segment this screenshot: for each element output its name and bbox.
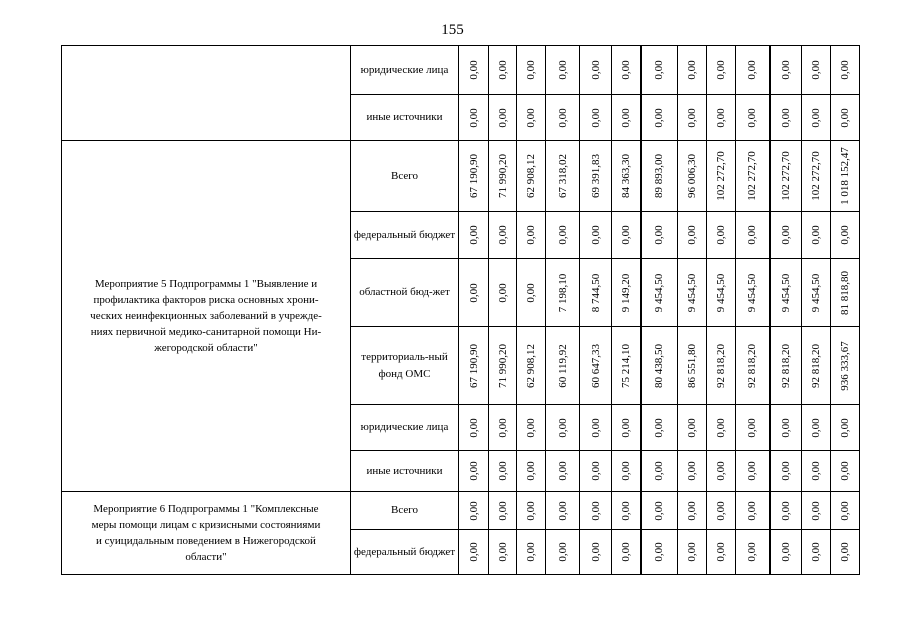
value-cell (580, 530, 612, 575)
value-cell (517, 141, 546, 212)
value-cell (770, 46, 802, 95)
value-text: 0,00 (525, 500, 537, 521)
value-cell (831, 451, 860, 492)
value-cell (770, 259, 802, 327)
value-cell (831, 327, 860, 405)
value-text: 0,00 (810, 461, 822, 481)
value-text: 0,00 (556, 107, 569, 128)
value-text: 9 454,50 (653, 273, 666, 312)
value-cell (770, 492, 802, 530)
value-cell (580, 212, 612, 259)
value-text: 0,00 (525, 282, 537, 303)
value-text: 0,00 (746, 461, 759, 481)
funding-source: Всего (351, 492, 459, 530)
value-text: 0,00 (810, 500, 822, 521)
value-text: 0,00 (686, 417, 698, 438)
value-text: 9 454,50 (715, 273, 727, 312)
activity-title-line: Мероприятие 5 Подпрограммы 1 "Выявление и (94, 278, 318, 290)
value-text: 0,00 (525, 417, 537, 438)
value-text: 92 818,20 (810, 343, 822, 388)
value-text: 0,00 (779, 60, 792, 80)
value-cell (517, 259, 546, 327)
value-cell (678, 451, 707, 492)
value-cell (580, 451, 612, 492)
value-cell (459, 530, 489, 575)
value-text: 0,00 (779, 542, 792, 562)
value-text: 0,00 (810, 60, 822, 80)
value-cell (770, 141, 802, 212)
value-cell (580, 141, 612, 212)
value-text: 0,00 (496, 60, 509, 80)
value-text: 0,00 (653, 500, 666, 521)
value-text: 0,00 (619, 461, 632, 481)
value-text: 0,00 (810, 542, 822, 562)
value-text: 60 119,92 (556, 343, 569, 388)
value-cell (612, 46, 641, 95)
value-cell (641, 46, 678, 95)
value-cell (489, 95, 517, 141)
value-cell (678, 405, 707, 451)
value-text: 102 272,70 (715, 151, 727, 201)
value-cell (641, 259, 678, 327)
value-cell (770, 212, 802, 259)
value-text: 0,00 (810, 107, 822, 128)
funding-source: иные источники (351, 451, 459, 492)
value-text: 0,00 (746, 542, 759, 562)
value-cell (736, 95, 770, 141)
value-text: 0,00 (810, 225, 822, 245)
value-text: 86 551,80 (686, 343, 698, 388)
value-text: 0,00 (839, 107, 851, 128)
value-cell (489, 46, 517, 95)
value-cell (641, 405, 678, 451)
value-text: 0,00 (653, 461, 666, 481)
value-cell (517, 95, 546, 141)
value-cell (612, 451, 641, 492)
value-cell (517, 46, 546, 95)
value-cell (546, 212, 580, 259)
value-text: 0,00 (653, 542, 666, 562)
value-cell (736, 492, 770, 530)
value-text: 0,00 (686, 107, 698, 128)
value-text: 0,00 (686, 60, 698, 80)
value-text: 0,00 (556, 60, 569, 80)
funding-source: юридические лица (351, 46, 459, 95)
value-text: 0,00 (467, 542, 480, 562)
value-cell (831, 46, 860, 95)
value-cell (612, 95, 641, 141)
value-cell (489, 451, 517, 492)
value-text: 0,00 (779, 461, 792, 481)
value-text: 0,00 (467, 225, 480, 245)
value-text: 0,00 (839, 461, 851, 481)
value-text: 0,00 (746, 60, 759, 80)
value-cell (770, 95, 802, 141)
funding-source: иные источники (351, 95, 459, 141)
value-cell (612, 259, 641, 327)
activity-title-line: и суицидальным поведением в Нижегородской (96, 535, 316, 547)
value-text: 0,00 (779, 107, 792, 128)
value-cell (802, 492, 831, 530)
table-row (62, 46, 860, 95)
value-cell (459, 451, 489, 492)
value-cell (459, 95, 489, 141)
value-cell (517, 405, 546, 451)
value-cell (489, 141, 517, 212)
value-cell (802, 212, 831, 259)
value-cell (546, 530, 580, 575)
value-text: 0,00 (839, 225, 851, 245)
value-cell (831, 212, 860, 259)
value-cell (546, 141, 580, 212)
value-text: 0,00 (496, 542, 509, 562)
value-text: 0,00 (467, 417, 480, 438)
value-cell (678, 327, 707, 405)
value-text: 69 391,83 (589, 154, 602, 198)
value-text: 0,00 (653, 107, 666, 128)
value-cell (517, 327, 546, 405)
value-cell (580, 492, 612, 530)
activity-title-line: жегородской области" (154, 342, 258, 354)
activity-5-title (62, 141, 351, 492)
value-cell (831, 141, 860, 212)
value-text: 0,00 (525, 107, 537, 128)
value-text: 62 908,12 (525, 154, 537, 198)
value-text: 0,00 (779, 500, 792, 521)
value-text: 0,00 (746, 417, 759, 438)
value-text: 0,00 (839, 60, 851, 80)
value-text: 0,00 (686, 225, 698, 245)
value-cell (678, 212, 707, 259)
value-cell (678, 95, 707, 141)
value-text: 0,00 (839, 417, 851, 438)
value-cell (459, 46, 489, 95)
value-cell (580, 327, 612, 405)
value-text: 936 333,67 (839, 340, 851, 391)
value-text: 0,00 (653, 225, 666, 245)
value-text: 67 318,02 (556, 154, 569, 198)
value-text: 0,00 (525, 60, 537, 80)
value-cell (678, 530, 707, 575)
value-cell (802, 530, 831, 575)
value-text: 8 744,50 (589, 273, 602, 312)
value-cell (831, 95, 860, 141)
value-text: 0,00 (589, 107, 602, 128)
value-text: 92 818,20 (715, 343, 727, 388)
value-cell (707, 95, 736, 141)
table-row (62, 492, 860, 530)
funding-table (61, 45, 860, 575)
value-text: 0,00 (556, 542, 569, 562)
value-text: 9 454,50 (686, 273, 698, 312)
value-text: 0,00 (589, 461, 602, 481)
value-cell (707, 259, 736, 327)
value-text: 0,00 (467, 500, 480, 521)
value-cell (489, 405, 517, 451)
value-text: 0,00 (686, 500, 698, 521)
value-cell (736, 141, 770, 212)
value-cell (459, 141, 489, 212)
value-text: 0,00 (715, 500, 727, 521)
value-cell (736, 530, 770, 575)
value-cell (517, 492, 546, 530)
value-text: 102 272,70 (810, 151, 822, 201)
value-text: 0,00 (619, 500, 632, 521)
value-cell (678, 492, 707, 530)
value-cell (612, 141, 641, 212)
value-text: 0,00 (715, 542, 727, 562)
value-text: 0,00 (467, 282, 480, 303)
value-text: 0,00 (653, 60, 666, 80)
value-cell (459, 327, 489, 405)
value-text: 0,00 (467, 60, 480, 80)
value-text: 0,00 (589, 542, 602, 562)
value-text: 0,00 (746, 500, 759, 521)
value-cell (517, 212, 546, 259)
value-text: 0,00 (525, 461, 537, 481)
value-text: 9 454,50 (746, 273, 759, 312)
value-cell (489, 212, 517, 259)
value-text: 1 018 152,47 (839, 147, 851, 205)
value-text: 102 272,70 (746, 151, 759, 201)
value-cell (736, 405, 770, 451)
value-text: 0,00 (839, 500, 851, 521)
value-cell (770, 530, 802, 575)
funding-source: федеральный бюджет (351, 212, 459, 259)
value-cell (459, 212, 489, 259)
value-cell (612, 405, 641, 451)
activity-title-line: Мероприятие 6 Подпрограммы 1 "Комплексные (93, 503, 319, 515)
value-cell (707, 405, 736, 451)
value-cell (641, 212, 678, 259)
value-cell (802, 451, 831, 492)
value-cell (736, 212, 770, 259)
value-text: 0,00 (525, 542, 537, 562)
value-cell (641, 95, 678, 141)
value-cell (736, 46, 770, 95)
value-text: 9 149,20 (619, 273, 632, 312)
value-text: 0,00 (746, 225, 759, 245)
value-text: 0,00 (589, 500, 602, 521)
value-cell (802, 46, 831, 95)
value-cell (707, 327, 736, 405)
value-text: 0,00 (746, 107, 759, 128)
value-text: 92 818,20 (746, 343, 759, 388)
value-cell (517, 451, 546, 492)
value-cell (641, 530, 678, 575)
value-text: 0,00 (496, 461, 509, 481)
value-text: 0,00 (619, 542, 632, 562)
value-text: 71 990,20 (496, 343, 509, 388)
value-cell (612, 530, 641, 575)
value-cell (459, 259, 489, 327)
funding-source: территориаль-ный фонд ОМС (351, 327, 459, 405)
value-text: 0,00 (556, 500, 569, 521)
activity-title-line: области" (185, 551, 227, 563)
value-text: 0,00 (589, 60, 602, 80)
value-text: 62 908,12 (525, 343, 537, 388)
value-text: 0,00 (810, 417, 822, 438)
value-text: 0,00 (556, 461, 569, 481)
value-text: 0,00 (715, 225, 727, 245)
value-text: 0,00 (686, 542, 698, 562)
value-text: 9 454,50 (779, 273, 792, 312)
value-cell (736, 259, 770, 327)
value-cell (641, 451, 678, 492)
value-cell (641, 141, 678, 212)
value-cell (580, 95, 612, 141)
value-cell (678, 46, 707, 95)
value-text: 0,00 (619, 417, 632, 438)
value-cell (802, 141, 831, 212)
activity-title-line: ческих неинфекционных заболеваний в учрежде- (90, 310, 322, 322)
value-cell (546, 95, 580, 141)
value-text: 0,00 (779, 417, 792, 438)
value-text: 0,00 (589, 417, 602, 438)
value-cell (580, 259, 612, 327)
value-cell (459, 405, 489, 451)
value-text: 0,00 (653, 417, 666, 438)
value-text: 84 363,30 (619, 154, 632, 198)
funding-source: федеральный бюджет (351, 530, 459, 575)
value-cell (641, 492, 678, 530)
value-cell (831, 530, 860, 575)
value-text: 0,00 (686, 461, 698, 481)
value-cell (770, 451, 802, 492)
value-text: 75 214,10 (619, 343, 632, 388)
value-cell (580, 405, 612, 451)
value-cell (736, 451, 770, 492)
activity-title-line: меры помощи лицам с кризисными состояниями (91, 519, 321, 531)
value-cell (580, 46, 612, 95)
value-cell (802, 259, 831, 327)
funding-source: Всего (351, 141, 459, 212)
value-cell (546, 259, 580, 327)
value-cell (489, 492, 517, 530)
value-cell (489, 259, 517, 327)
value-cell (678, 259, 707, 327)
value-text: 0,00 (715, 107, 727, 128)
value-text: 60 647,33 (589, 343, 602, 388)
value-text: 0,00 (467, 461, 480, 481)
value-text: 0,00 (619, 107, 632, 128)
value-text: 96 006,30 (686, 154, 698, 198)
value-cell (612, 212, 641, 259)
value-text: 0,00 (619, 225, 632, 245)
value-cell (831, 492, 860, 530)
value-cell (707, 46, 736, 95)
value-cell (802, 405, 831, 451)
value-text: 0,00 (779, 225, 792, 245)
funding-source: юридические лица (351, 405, 459, 451)
value-text: 0,00 (525, 225, 537, 245)
value-cell (707, 212, 736, 259)
value-text: 0,00 (496, 225, 509, 245)
value-cell (707, 451, 736, 492)
value-text: 0,00 (496, 500, 509, 521)
activity-6-title (62, 492, 351, 575)
value-text: 0,00 (496, 107, 509, 128)
value-cell (641, 327, 678, 405)
value-cell (546, 327, 580, 405)
value-cell (612, 492, 641, 530)
value-cell (546, 451, 580, 492)
value-text: 0,00 (556, 417, 569, 438)
value-text: 0,00 (715, 461, 727, 481)
value-cell (802, 95, 831, 141)
value-cell (459, 492, 489, 530)
value-cell (707, 141, 736, 212)
value-text: 102 272,70 (779, 151, 792, 201)
value-text: 92 818,20 (779, 343, 792, 388)
value-cell (736, 327, 770, 405)
value-text: 0,00 (715, 60, 727, 80)
value-text: 71 990,20 (496, 154, 509, 198)
value-text: 67 190,90 (467, 154, 480, 198)
value-cell (546, 405, 580, 451)
activity-cell-continued (62, 46, 351, 141)
value-text: 0,00 (496, 417, 509, 438)
value-cell (831, 405, 860, 451)
value-cell (489, 530, 517, 575)
value-cell (707, 492, 736, 530)
table-row (62, 141, 860, 212)
value-cell (489, 327, 517, 405)
value-text: 0,00 (589, 225, 602, 245)
value-text: 9 454,50 (810, 273, 822, 312)
value-text: 81 818,80 (839, 270, 851, 315)
page-number: 155 (441, 22, 464, 38)
activity-title-line: профилактика факторов риска основных хрони- (93, 294, 319, 306)
value-text: 0,00 (715, 417, 727, 438)
funding-source: областной бюд-жет (351, 259, 459, 327)
value-cell (678, 141, 707, 212)
value-cell (707, 530, 736, 575)
value-text: 80 438,50 (653, 343, 666, 388)
value-cell (546, 492, 580, 530)
value-text: 0,00 (496, 282, 509, 303)
value-text: 0,00 (619, 60, 632, 80)
value-cell (612, 327, 641, 405)
value-cell (770, 405, 802, 451)
value-cell (546, 46, 580, 95)
activity-title-line: ниях первичной медико-санитарной помощи Ни- (90, 326, 322, 338)
value-text: 67 190,90 (467, 343, 480, 388)
value-text: 0,00 (839, 542, 851, 562)
value-cell (770, 327, 802, 405)
value-cell (831, 259, 860, 327)
value-text: 0,00 (467, 107, 480, 128)
value-text: 89 893,00 (653, 154, 666, 198)
value-cell (517, 530, 546, 575)
value-cell (802, 327, 831, 405)
value-text: 0,00 (556, 225, 569, 245)
value-text: 7 198,10 (556, 273, 569, 312)
